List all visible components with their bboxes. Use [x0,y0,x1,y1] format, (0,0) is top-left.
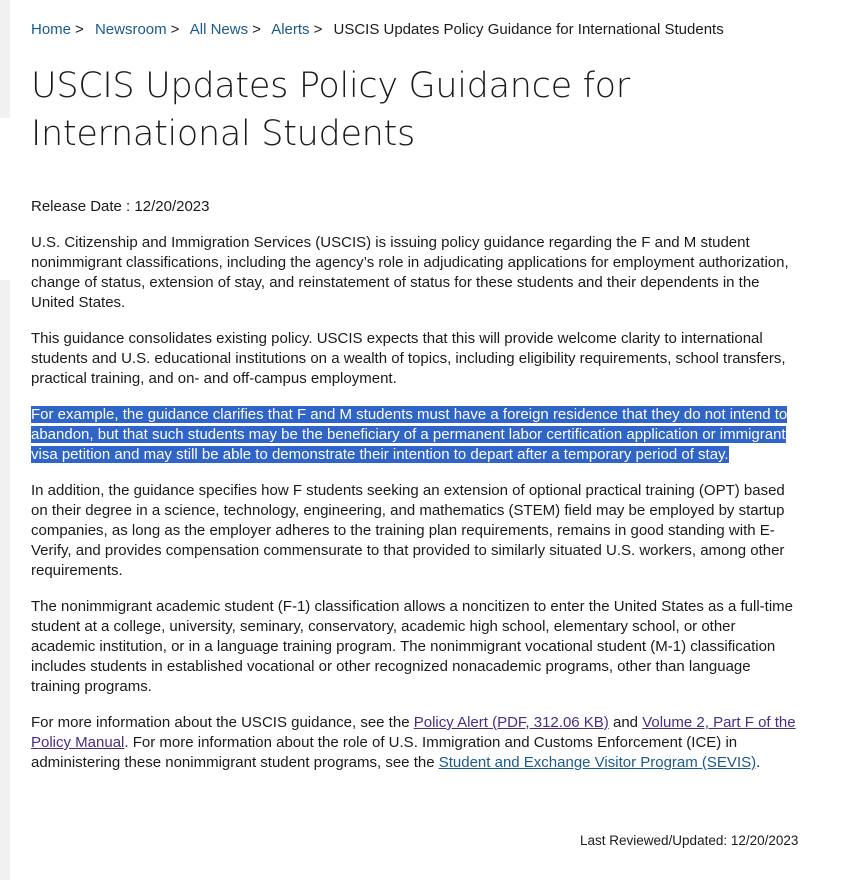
paragraph-example [31,405,801,465]
paragraph-classification: The nonimmigrant academic student (F-1) classification allows a noncitizen to enter the United States as a full-time student at a college, university, seminary, conservatory, academic high school, elementary school, or other academic institution, or in a language training program. The nonimmigrant vocational student (M-1) classification includes students in established vocational or other recognized nonacademic programs, other than language training programs. [31,598,794,695]
more-info-text-3: . For more information about the role of U.S. Immigration and Customs Enforcement (ICE) in administering these nonimmigrant student programs, see the [31,734,738,771]
policy-alert-link[interactable]: Policy Alert (PDF, 312.06 KB) [413,714,609,731]
breadcrumb-separator: > [252,21,261,38]
selected-text[interactable]: For example, the guidance clarifies that F and M students must have a foreign residence that they do not intend to abandon, but that such students may be the beneficiary of a permanent labor certification application or immigrant visa petition and may still be able to demonstrate their intention to depart after a temporary period of stay. [31,406,788,463]
breadcrumb-separator: > [313,21,323,38]
sevis-link[interactable]: Student and Exchange Visitor Program (SEVIS) [438,754,757,771]
breadcrumb-current: USCIS Updates Policy Guidance for International Students [333,21,724,38]
paragraph-more-info [31,713,801,773]
left-edge-band-top [0,0,10,118]
breadcrumb [31,20,801,40]
more-info-text-1: For more information about the USCIS guidance, see the [31,714,414,731]
paragraph-opt: In addition, the guidance specifies how F students seeking an extension of optional practical training (OPT) based on their degree in a science, technology, engineering, and mathematics (STEM) field may be employed by startup companies, as long as the employer adheres to the training plan requirements, remains in good standing with E-Verify, and provides compensation commensurate to that provided to similarly situated U.S. workers, among other requirements. [31,482,785,579]
page-title: USCIS Updates Policy Guidance for International Students [31,66,630,154]
more-info-text-4: . [756,754,761,771]
breadcrumb-separator: > [75,21,84,38]
breadcrumb-alerts[interactable]: Alerts [271,21,310,38]
left-edge-band-bottom [0,280,10,880]
policy-manual-link[interactable]: Volume 2, Part F of the Policy Manual [31,714,796,751]
release-date [31,197,801,217]
release-date-value: 12/20/2023 [134,198,210,215]
breadcrumb-all-news[interactable]: All News [189,21,249,38]
breadcrumb-newsroom[interactable]: Newsroom [94,21,167,38]
last-reviewed-date: 12/20/2023 [730,833,799,848]
paragraph-consolidates: This guidance consolidates existing policy. USCIS expects that this will provide welcome clarity to international students and U.S. educational institutions on a wealth of topics, including eligibility requirements, school transfers, practical training, and on- and off-campus employment. [31,330,786,387]
more-info-text-2: and [608,714,643,731]
last-reviewed [580,832,798,850]
left-edge-band [0,0,10,880]
release-date-label: Release Date : [31,198,131,215]
breadcrumb-separator: > [170,21,180,38]
paragraph-intro: U.S. Citizenship and Immigration Services (USCIS) is issuing policy guidance regarding the F and M student nonimmigrant classifications, including the agency’s role in adjudicating applications for employment authorization, change of status, extension of stay, and reinstatement of status for these students and their dependents in the United States. [31,234,789,311]
breadcrumb-home[interactable]: Home [31,21,72,38]
last-reviewed-label: Last Reviewed/Updated: [580,833,728,848]
main-content [31,20,801,773]
